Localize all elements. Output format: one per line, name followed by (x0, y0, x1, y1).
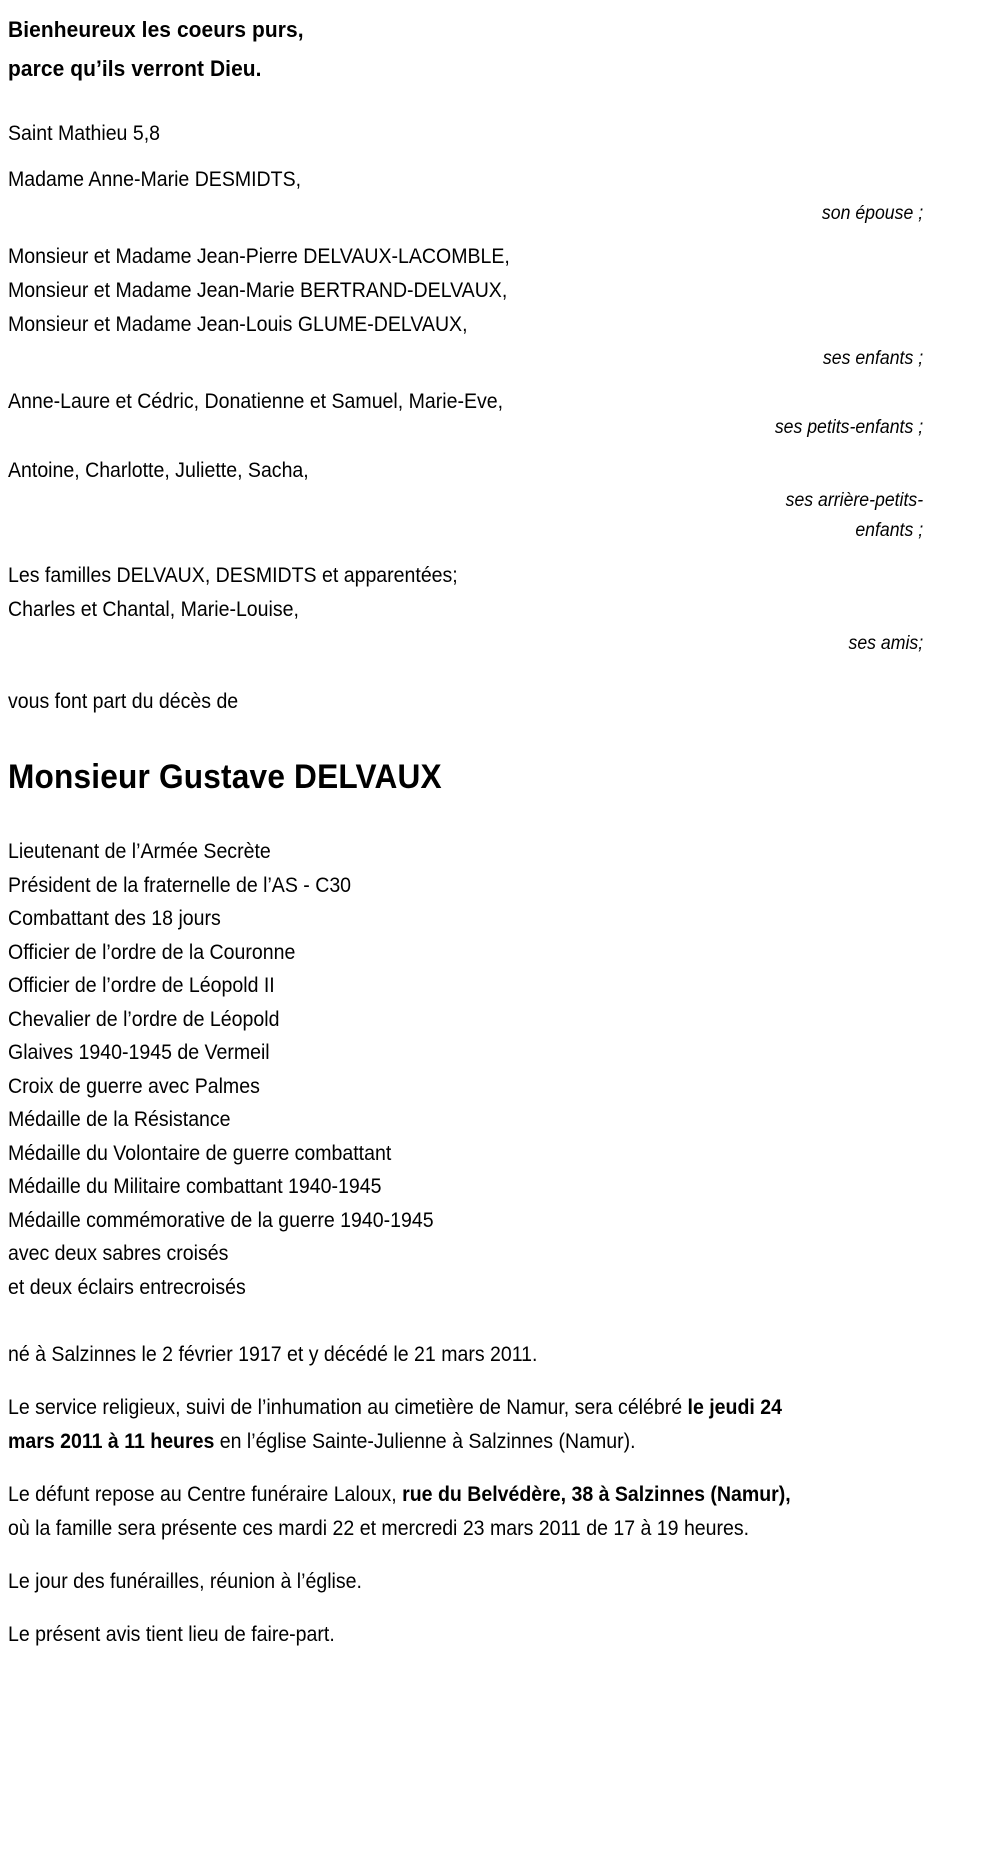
repose-text-after: où la famille sera présente ces mardi 22 et mercredi 23 mars 2011 de 17 à 19 heures. (8, 1517, 750, 1540)
repose-text-before: Le défunt repose au Centre funéraire Laloux, (8, 1483, 403, 1506)
deceased-name: Monsieur Gustave DELVAUX (8, 758, 442, 796)
relation-role-children: ses enfants ; (822, 348, 924, 369)
honours-list (8, 835, 925, 1304)
service-paragraph (8, 1391, 794, 1459)
honour-item: Officier de l’ordre de Léopold II (8, 974, 275, 997)
relation-name-line: Charles et Chantal, Marie-Louise, (8, 598, 299, 621)
repose-address: rue du Belvédère, 38 à Salzinnes (Namur), (402, 1483, 791, 1506)
scripture-reference: Saint Mathieu 5,8 (8, 122, 160, 145)
honour-item: Président de la fraternelle de l’AS - C30 (8, 873, 352, 897)
relation-block-great-grandchildren (8, 454, 994, 546)
honour-item: Médaille de la Résistance (8, 1108, 231, 1131)
relation-block-children (8, 240, 994, 374)
honour-item: Médaille du Volontaire de guerre combattant (8, 1141, 392, 1165)
honour-item: Croix de guerre avec Palmes (8, 1074, 260, 1098)
relation-name-line: Les familles DELVAUX, DESMIDTS et apparentées; (8, 564, 458, 587)
announcement-line: vous font part du décès de (8, 690, 239, 713)
service-datetime: le jeudi 24 mars 2011 à 11 heures (8, 1396, 782, 1453)
relation-names (8, 240, 925, 342)
relation-name-line: Antoine, Charlotte, Juliette, Sacha, (8, 459, 309, 482)
relation-block-spouse (8, 163, 994, 229)
relation-role-grandchildren: ses petits-enfants ; (774, 417, 924, 438)
birth-death-paragraph: né à Salzinnes le 2 février 1917 et y décédé le 21 mars 2011. (8, 1343, 538, 1366)
relation-names (8, 454, 925, 488)
epigraph-line-1: Bienheureux les coeurs purs, (8, 17, 304, 42)
epigraph (8, 10, 925, 88)
repose-paragraph (8, 1478, 794, 1546)
relation-name-line: Monsieur et Madame Jean-Marie BERTRAND-DELVAUX, (8, 279, 508, 302)
relation-names (8, 559, 925, 627)
relation-name-line: Monsieur et Madame Jean-Pierre DELVAUX-LACOMBLE, (8, 245, 510, 268)
honour-item: Lieutenant de l’Armée Secrète (8, 840, 271, 863)
relation-block-grandchildren (8, 385, 994, 443)
relation-role-line-2: enfants ; (855, 520, 924, 541)
relation-name-line: Madame Anne-Marie DESMIDTS, (8, 168, 302, 191)
service-text-before: Le service religieux, suivi de l’inhumation au cimetière de Namur, sera célébré (8, 1396, 688, 1419)
relation-role-great-grandchildren (8, 486, 925, 546)
honour-item: Chevalier de l’ordre de Léopold (8, 1007, 280, 1031)
relation-name-line: Monsieur et Madame Jean-Louis GLUME-DELVAUX, (8, 313, 468, 336)
relation-role-spouse: son épouse ; (821, 203, 924, 224)
reunion-paragraph: Le jour des funérailles, réunion à l’église. (8, 1570, 362, 1593)
relation-block-friends (8, 559, 994, 659)
relation-names (8, 163, 925, 197)
honour-item: Médaille commémorative de la guerre 1940-1945 (8, 1208, 434, 1232)
honour-item: Médaille du Militaire combattant 1940-1945 (8, 1175, 382, 1198)
service-text-after: en l’église Sainte-Julienne à Salzinnes (Namur). (214, 1430, 636, 1453)
epigraph-line-2: parce qu’ils verront Dieu. (8, 56, 262, 81)
honour-item: Glaives 1940-1945 de Vermeil (8, 1041, 270, 1064)
relation-role-friends: ses amis; (848, 633, 924, 654)
relation-role-line-1: ses arrière-petits- (785, 490, 924, 511)
relation-name-line: Anne-Laure et Cédric, Donatienne et Samuel, Marie-Eve, (8, 390, 504, 413)
closing-section (8, 1338, 925, 1652)
notice-paragraph: Le présent avis tient lieu de faire-part. (8, 1623, 335, 1646)
honour-item: Combattant des 18 jours (8, 907, 221, 930)
honour-item: et deux éclairs entrecroisés (8, 1275, 246, 1299)
honour-item: Officier de l’ordre de la Couronne (8, 940, 296, 964)
honour-item: avec deux sabres croisés (8, 1242, 229, 1265)
